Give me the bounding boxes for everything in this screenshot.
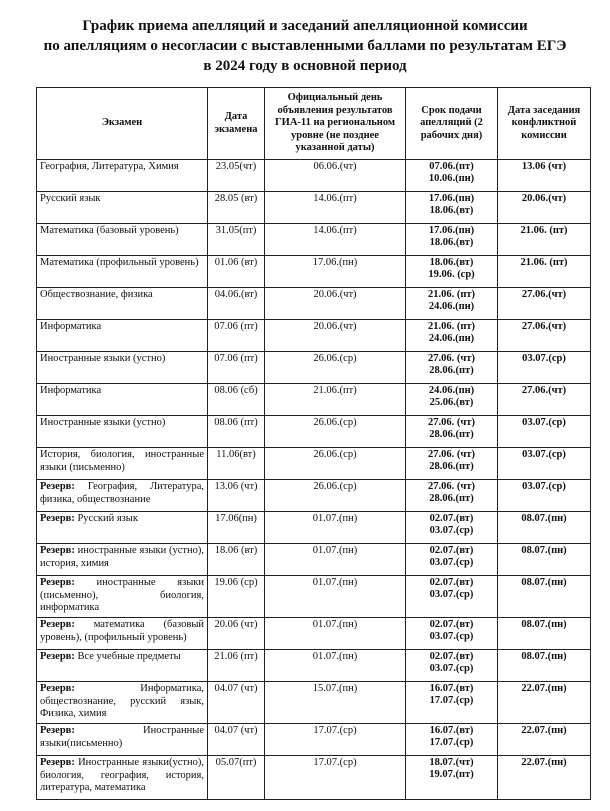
submission-day-2: 28.06.(пт)	[429, 461, 474, 473]
commission-date-cell: 08.07.(пн)	[498, 576, 591, 618]
exam-cell	[37, 724, 208, 756]
exam-subjects: История, биология, иностранные языки (письменно)	[40, 449, 204, 473]
exam-subjects: Русский язык	[77, 513, 138, 524]
exam-subjects: Иностранные языки (устно)	[40, 353, 166, 364]
submission-day-2: 28.06.(пт)	[429, 429, 474, 441]
submission-cell	[406, 512, 498, 544]
commission-date-cell: 08.07.(пн)	[498, 650, 591, 682]
table-row	[37, 618, 591, 650]
reserve-label: Резерв:	[40, 757, 75, 768]
results-day-cell: 17.07.(ср)	[265, 724, 406, 756]
submission-day-2: 28.06.(пт)	[429, 365, 474, 377]
table-row	[37, 384, 591, 416]
table-row	[37, 288, 591, 320]
exam-date-cell: 05.07(пт)	[208, 756, 265, 800]
submission-day-1: 27.06. (чт)	[428, 417, 475, 428]
submission-day-2: 19.06. (ср)	[428, 269, 475, 281]
submission-day-1: 07.06.(пт)	[429, 161, 474, 172]
results-day-cell: 01.07.(пн)	[265, 544, 406, 576]
reserve-label: Резерв:	[40, 725, 75, 736]
submission-day-1: 02.07.(вт)	[429, 619, 474, 630]
commission-date-cell: 27.06.(чт)	[498, 320, 591, 352]
submission-cell	[406, 480, 498, 512]
results-day-cell: 17.07.(ср)	[265, 756, 406, 800]
document-title	[20, 16, 590, 76]
submission-cell	[406, 384, 498, 416]
exam-date-cell: 04.07 (чт)	[208, 724, 265, 756]
exam-subjects: иностранные языки (письменно), биология, информатика	[40, 577, 205, 614]
results-day-cell: 26.06.(ср)	[265, 416, 406, 448]
submission-cell	[406, 650, 498, 682]
exam-cell	[37, 320, 208, 352]
submission-day-2: 25.06.(вт)	[429, 397, 474, 409]
table-row	[37, 352, 591, 384]
exam-subjects: Иностранные языки(устно), биология, география, история, литература, математика	[40, 757, 204, 794]
results-day-cell: 20.06.(чт)	[265, 320, 406, 352]
submission-cell	[406, 682, 498, 724]
results-day-cell: 06.06.(чт)	[265, 160, 406, 192]
exam-date-cell: 08.06 (сб)	[208, 384, 265, 416]
exam-cell	[37, 192, 208, 224]
exam-subjects: Математика (базовый уровень)	[40, 225, 179, 236]
submission-cell	[406, 576, 498, 618]
title-line-3: в 2024 году в основной период	[203, 58, 407, 74]
exam-date-cell: 13.06 (чт)	[208, 480, 265, 512]
submission-cell	[406, 448, 498, 480]
commission-date-cell: 08.07.(пн)	[498, 544, 591, 576]
submission-day-1: 02.07.(вт)	[429, 513, 474, 524]
header-results-day: Официальный день объявления результатов ГИА-11 на региональном уровне (не позднее указанной даты)	[265, 88, 406, 160]
submission-day-2: 10.06.(пн)	[428, 173, 475, 185]
title-line-2: по апелляциям о несогласии с выставленными баллами по результатам ЕГЭ	[43, 38, 567, 54]
submission-cell	[406, 288, 498, 320]
table-header-row	[37, 88, 591, 160]
exam-date-cell: 20.06 (чт)	[208, 618, 265, 650]
exam-date-cell: 04.07 (чт)	[208, 682, 265, 724]
exam-subjects: Информатика	[40, 385, 102, 396]
exam-cell	[37, 682, 208, 724]
commission-date-cell: 22.07.(пн)	[498, 756, 591, 800]
submission-day-1: 17.06.(пн)	[428, 193, 475, 204]
exam-subjects: Обществознание, физика	[40, 289, 153, 300]
submission-day-2: 03.07.(ср)	[429, 557, 474, 569]
reserve-label: Резерв:	[40, 577, 75, 588]
submission-cell	[406, 756, 498, 800]
exam-date-cell: 01.06 (вт)	[208, 256, 265, 288]
commission-date-cell: 27.06.(чт)	[498, 384, 591, 416]
exam-date-cell: 18.06 (вт)	[208, 544, 265, 576]
submission-day-1: 02.07.(вт)	[429, 651, 474, 662]
submission-day-1: 21.06. (пт)	[427, 289, 476, 300]
header-commission-date: Дата заседания конфликтной комиссии	[498, 88, 591, 160]
exam-date-cell: 11.06(вт)	[208, 448, 265, 480]
submission-day-2: 24.06.(пн)	[428, 301, 475, 313]
table-row	[37, 416, 591, 448]
results-day-cell: 14.06.(пт)	[265, 224, 406, 256]
exam-subjects: математика (базовый уровень), (профильный уровень)	[40, 619, 204, 643]
table-row	[37, 682, 591, 724]
exam-cell	[37, 512, 208, 544]
reserve-label: Резерв:	[40, 683, 75, 694]
table-row	[37, 448, 591, 480]
header-submission-period: Срок подачи апелляций (2 рабочих дня)	[406, 88, 498, 160]
results-day-cell: 15.07.(пн)	[265, 682, 406, 724]
exam-cell	[37, 384, 208, 416]
exam-date-cell: 23.05(чт)	[208, 160, 265, 192]
exam-cell	[37, 416, 208, 448]
exam-date-cell: 21.06 (пт)	[208, 650, 265, 682]
commission-date-cell: 20.06.(чт)	[498, 192, 591, 224]
submission-cell	[406, 724, 498, 756]
submission-cell	[406, 256, 498, 288]
submission-day-2: 03.07.(ср)	[429, 631, 474, 643]
exam-subjects: Информатика, обществознание, русский язык, Физика, химия	[40, 683, 204, 720]
exam-date-cell: 31.05(пт)	[208, 224, 265, 256]
exam-date-cell: 08.06 (пт)	[208, 416, 265, 448]
exam-cell	[37, 650, 208, 682]
reserve-label: Резерв:	[40, 513, 75, 524]
submission-day-1: 27.06. (чт)	[428, 481, 475, 492]
commission-date-cell: 21.06. (пт)	[498, 224, 591, 256]
submission-cell	[406, 224, 498, 256]
exam-cell	[37, 352, 208, 384]
results-day-cell: 21.06.(пт)	[265, 384, 406, 416]
exam-cell	[37, 576, 208, 618]
submission-day-1: 02.07.(вт)	[429, 545, 474, 556]
submission-day-1: 16.07.(вт)	[429, 683, 474, 694]
submission-day-2: 03.07.(ср)	[429, 525, 474, 537]
header-exam-date: Дата экзамена	[208, 88, 265, 160]
table-row	[37, 224, 591, 256]
exam-date-cell: 17.06(пн)	[208, 512, 265, 544]
appeals-schedule-table	[36, 87, 591, 800]
exam-date-cell: 07.06 (пт)	[208, 320, 265, 352]
reserve-label: Резерв:	[40, 481, 75, 492]
exam-subjects: География, Литература, физика, обществознание	[40, 481, 204, 505]
table-row	[37, 544, 591, 576]
submission-cell	[406, 352, 498, 384]
submission-cell	[406, 160, 498, 192]
exam-cell	[37, 756, 208, 800]
exam-cell	[37, 224, 208, 256]
commission-date-cell: 03.07.(ср)	[498, 448, 591, 480]
submission-day-2: 03.07.(ср)	[429, 589, 474, 601]
reserve-label: Резерв:	[40, 619, 75, 630]
commission-date-cell: 03.07.(ср)	[498, 416, 591, 448]
commission-date-cell: 03.07.(ср)	[498, 352, 591, 384]
results-day-cell: 01.07.(пн)	[265, 618, 406, 650]
exam-date-cell: 04.06.(вт)	[208, 288, 265, 320]
submission-day-1: 24.06.(пн)	[428, 385, 475, 396]
results-day-cell: 26.06.(ср)	[265, 448, 406, 480]
exam-date-cell: 07.06 (пт)	[208, 352, 265, 384]
exam-date-cell: 28.05 (вт)	[208, 192, 265, 224]
table-row	[37, 320, 591, 352]
submission-day-2: 18.06.(вт)	[429, 237, 474, 249]
exam-subjects: География, Литература, Химия	[40, 161, 179, 172]
exam-subjects: Математика (профильный уровень)	[40, 257, 199, 268]
table-row	[37, 576, 591, 618]
results-day-cell: 01.07.(пн)	[265, 650, 406, 682]
submission-day-1: 02.07.(вт)	[429, 577, 474, 588]
submission-day-1: 27.06. (чт)	[428, 449, 475, 460]
results-day-cell: 14.06.(пт)	[265, 192, 406, 224]
commission-date-cell: 21.06. (пт)	[498, 256, 591, 288]
submission-cell	[406, 320, 498, 352]
commission-date-cell: 22.07.(пн)	[498, 682, 591, 724]
reserve-label: Резерв:	[40, 651, 75, 662]
exam-subjects: Информатика	[40, 321, 102, 332]
exam-subjects: Иностранные языки(письменно)	[40, 725, 204, 749]
table-row	[37, 480, 591, 512]
results-day-cell: 20.06.(чт)	[265, 288, 406, 320]
table-row	[37, 160, 591, 192]
exam-cell	[37, 544, 208, 576]
submission-day-1: 18.06.(вт)	[429, 257, 474, 268]
commission-date-cell: 03.07.(ср)	[498, 480, 591, 512]
results-day-cell: 01.07.(пн)	[265, 576, 406, 618]
header-exam: Экзамен	[37, 88, 208, 160]
submission-day-2: 24.06.(пн)	[428, 333, 475, 345]
exam-cell	[37, 288, 208, 320]
table-row	[37, 724, 591, 756]
submission-day-2: 17.07.(ср)	[429, 695, 474, 707]
submission-day-1: 17.06.(пн)	[428, 225, 475, 236]
exam-subjects: Все учебные предметы	[77, 651, 181, 662]
submission-cell	[406, 544, 498, 576]
commission-date-cell: 08.07.(пн)	[498, 512, 591, 544]
exam-subjects: Иностранные языки (устно)	[40, 417, 166, 428]
title-line-1: График приема апелляций и заседаний апелляционной комиссии	[82, 18, 528, 34]
commission-date-cell: 13.06 (чт)	[498, 160, 591, 192]
table-row	[37, 512, 591, 544]
exam-cell	[37, 618, 208, 650]
submission-day-1: 16.07.(вт)	[429, 725, 474, 736]
exam-date-cell: 19.06 (ср)	[208, 576, 265, 618]
submission-day-2: 19.07.(пт)	[429, 769, 474, 781]
submission-day-2: 17.07.(ср)	[429, 737, 474, 749]
exam-cell	[37, 160, 208, 192]
reserve-label: Резерв:	[40, 545, 75, 556]
results-day-cell: 26.06.(ср)	[265, 480, 406, 512]
submission-day-1: 18.07.(чт)	[429, 757, 474, 768]
submission-day-1: 27.06. (чт)	[428, 353, 475, 364]
submission-day-2: 28.06.(пт)	[429, 493, 474, 505]
exam-cell	[37, 256, 208, 288]
submission-cell	[406, 416, 498, 448]
exam-cell	[37, 448, 208, 480]
exam-cell	[37, 480, 208, 512]
submission-cell	[406, 618, 498, 650]
table-row	[37, 756, 591, 800]
exam-subjects: иностранные языки (устно), история, химия	[40, 545, 204, 569]
table-row	[37, 256, 591, 288]
submission-cell	[406, 192, 498, 224]
submission-day-1: 21.06. (пт)	[427, 321, 476, 332]
exam-subjects: Русский язык	[40, 193, 101, 204]
results-day-cell: 17.06.(пн)	[265, 256, 406, 288]
commission-date-cell: 27.06.(чт)	[498, 288, 591, 320]
submission-day-2: 18.06.(вт)	[429, 205, 474, 217]
results-day-cell: 01.07.(пн)	[265, 512, 406, 544]
results-day-cell: 26.06.(ср)	[265, 352, 406, 384]
commission-date-cell: 08.07.(пн)	[498, 618, 591, 650]
submission-day-2: 03.07.(ср)	[429, 663, 474, 675]
commission-date-cell: 22.07.(пн)	[498, 724, 591, 756]
table-row	[37, 650, 591, 682]
table-row	[37, 192, 591, 224]
